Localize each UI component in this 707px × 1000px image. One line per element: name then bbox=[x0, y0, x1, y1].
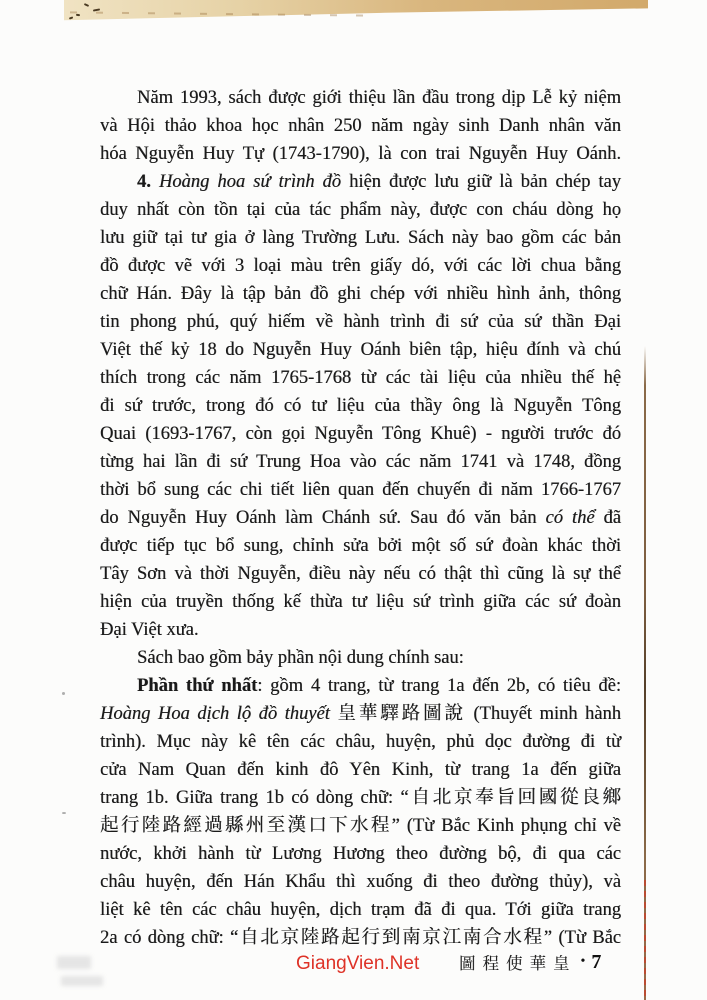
text-line: hiện của truyền thống kế thừa tư liệu sứ trình giữa các sứ đoàn bbox=[100, 592, 621, 612]
text-line: 4. Hoàng hoa sứ trình đồ hiện được lưu giữ là bản chép tay bbox=[137, 172, 621, 192]
text-line: nước, khởi hành từ Lương Hương theo đường bộ, đi qua các bbox=[100, 844, 621, 864]
scan-speck bbox=[62, 692, 65, 695]
text-line: Quai (1693-1767, còn gọi Nguyễn Tông Khuê) - người trước đó bbox=[100, 424, 621, 444]
text-line: hóa Nguyễn Huy Tự (1743-1790), là con trai Nguyễn Huy Oánh. bbox=[100, 144, 621, 164]
text-line: 2a có dòng chữ: “自北京陸路起行到南京江南合水程” (Từ Bắc bbox=[100, 928, 621, 948]
text-line: Năm 1993, sách được giới thiệu lần đầu trong dịp Lễ kỷ niệm bbox=[137, 88, 621, 108]
page-footer bbox=[0, 950, 707, 980]
bullet-separator: • bbox=[580, 954, 586, 969]
text-line: duy nhất còn tồn tại của tác phẩm này, được con cháu dòng họ bbox=[100, 200, 621, 220]
text-line: cửa Nam Quan đến kinh đô Yên Kinh, từ trang 1a đến giữa bbox=[100, 760, 621, 780]
text-line: được tiếp tục bổ sung, chỉnh sửa bởi một số sứ đoàn khác thời bbox=[100, 536, 621, 556]
scan-speck bbox=[62, 812, 66, 814]
text-line: Tây Sơn và thời Nguyễn, điều này nếu có thật thì cũng là sự thể bbox=[100, 564, 621, 584]
page-crease-dashes bbox=[644, 880, 646, 1000]
text-block bbox=[100, 84, 621, 952]
text-line: lưu giữ tại tư gia ở làng Trường Lưu. Sách này bao gồm các bản bbox=[100, 228, 621, 248]
text-line: do Nguyễn Huy Oánh làm Chánh sứ. Sau đó văn bản có thể đã bbox=[100, 508, 621, 528]
text-line: trang 1b. Giữa trang 1b có dòng chữ: “自北京奉旨回國從良鄉 bbox=[100, 788, 621, 808]
text-line: đồ được vẽ với 3 loại màu trên giấy dó, với các lời chua bằng bbox=[100, 256, 621, 276]
text-line: thích trong các năm 1765-1768 từ các tài liệu của nhiều thế hệ bbox=[100, 368, 621, 388]
text-line: Việt thế kỷ 18 do Nguyễn Huy Oánh biên tập, hiệu đính và chú bbox=[100, 340, 621, 360]
text-line: đi sứ trước, trong đó có tư liệu của thầy ông là Nguyễn Tông bbox=[100, 396, 621, 416]
text-line: từng hai lần đi sứ Trung Hoa vào các năm 1741 và 1748, đồng bbox=[100, 452, 621, 472]
text-line: liệt kê tên các châu huyện, dịch trạm đã đi qua. Tới giữa trang bbox=[100, 900, 621, 920]
text-line: Sách bao gồm bảy phần nội dung chính sau: bbox=[137, 648, 464, 668]
text-line: tin phong phú, quý hiếm về hành trình đi sứ của sứ thần Đại bbox=[100, 312, 621, 332]
watermark-text: GiangVien.Net bbox=[296, 953, 420, 974]
running-title bbox=[459, 950, 601, 974]
scan-speck bbox=[76, 14, 80, 17]
text-line: châu huyện, đến Hán Khẩu thì xuống đi theo đường thủy), và bbox=[100, 872, 621, 892]
page-number: 7 bbox=[591, 950, 602, 973]
text-line: 起行陸路經過縣州至漢口下水程” (Từ Bắc Kinh phụng chỉ về bbox=[100, 816, 621, 836]
scan-top-edge bbox=[64, 0, 648, 22]
text-line: thời bổ sung các chi tiết liên quan đến chuyến đi năm 1766-1767 bbox=[100, 480, 621, 500]
text-line: và Hội thảo khoa học nhân 250 năm ngày sinh Danh nhân văn bbox=[100, 116, 621, 136]
text-line: Phần thứ nhất: gồm 4 trang, từ trang 1a đến 2b, có tiêu đề: bbox=[137, 676, 621, 696]
text-line: Hoàng Hoa dịch lộ đồ thuyết 皇華驛路圖說 (Thuyết minh hành bbox=[100, 704, 621, 724]
text-line: Đại Việt xưa. bbox=[100, 620, 199, 640]
book-title-cjk: 圖程使華皇 bbox=[459, 954, 577, 973]
text-line: trình). Mục này kê tên các châu, huyện, phủ dọc đường đi từ bbox=[100, 732, 621, 752]
text-line: chữ Hán. Đây là tập bản đồ ghi chép với nhiều hình ảnh, thông bbox=[100, 284, 621, 304]
